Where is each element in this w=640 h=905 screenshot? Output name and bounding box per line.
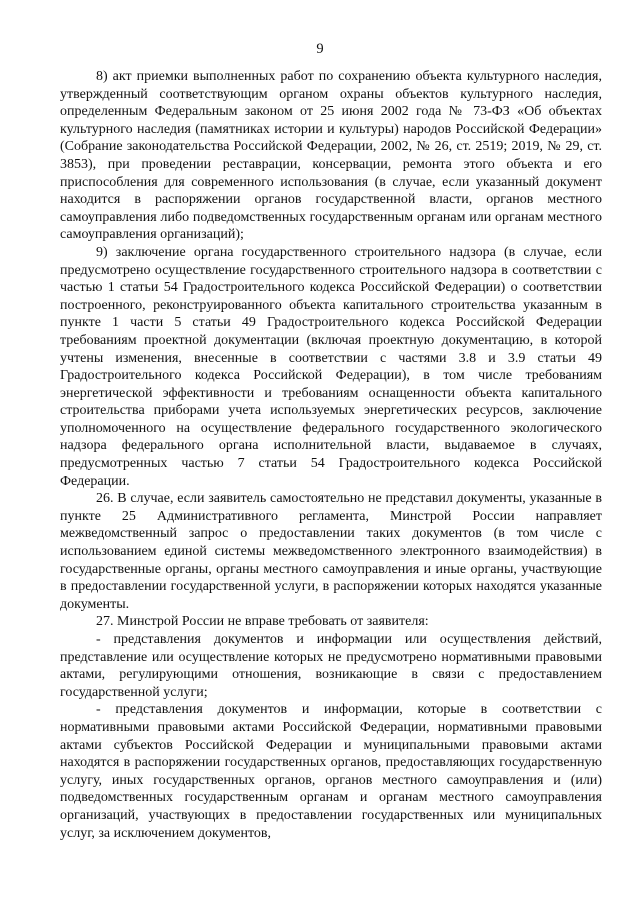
- paragraph-27-bullet-2: - представления документов и информации, которые в соответствии с нормативными правовыми актами Российской Федерации, нормативными правовыми актами субъектов Российской Федерации и муниципальными правовыми актами находятся в распоряжении государственных органов, предоставляющих государственную услугу, иных государственных органов, органов местного самоуправления и (или) подведомственных государственным органам и органам местного самоуправления организаций, участвующих в предоставлении государственных или муниципальных услуг, за исключением документов,: [60, 702, 602, 841]
- paragraph-27-bullet-1: - представления документов и информации или осуществления действий, представление или осуществление которых не предусмотрено нормативными правовыми актами, регулирующими отношения, возникающие в связи с предоставлением государственной услуги;: [60, 632, 602, 700]
- paragraph-item-9: 9) заключение органа государственного строительного надзора (в случае, если предусмотрено осуществление государственного строительного надзора в соответствии с частью 1 статьи 54 Градостроительного кодекса Российской Федерации) о соответствии построенного, реконструированного объекта капитального строительства указанным в пункте 1 части 5 статьи 49 Градостроительного кодекса Российской Федерации требованиям проектной документации (включая проектную документацию, в которой учтены изменения, внесенные в соответствии с частями 3.8 и 3.9 статьи 49 Градостроительного кодекса Российской Федерации), в том числе требованиям энергетической эффективности и требованиям оснащенности объекта капитального строительства приборами учета используемых энергетических ресурсов, заключение уполномоченного на осуществление федерального государственного экологического надзора федерального органа исполнительной власти, выдаваемое в случаях, предусмотренных частью 7 статьи 54 Градостроительного кодекса Российской Федерации.: [60, 244, 602, 489]
- page-number: 9: [316, 41, 324, 57]
- document-body: [60, 68, 602, 842]
- paragraph-27: 27. Минстрой России не вправе требовать от заявителя:: [96, 614, 429, 630]
- paragraph-26: 26. В случае, если заявитель самостоятельно не представил документы, указанные в пункте 25 Административного регламента, Минстрой России направляет межведомственный запрос о предоставлении таких документов (в том числе с использованием единой системы межведомственного электронного взаимодействия) в государственные органы, органы местного самоуправления и иные органы, участвующие в предоставлении государственной услуги, в распоряжении которых находятся указанные документы.: [60, 491, 602, 612]
- paragraph-item-8: 8) акт приемки выполненных работ по сохранению объекта культурного наследия, утвержденный соответствующим органом охраны объектов культурного наследия, определенным Федеральным законом от 25 июня 2002 года № 73-ФЗ «Об объектах культурного наследия (памятниках истории и культуры) народов Российской Федерации» (Собрание законодательства Российской Федерации, 2002, № 26, ст. 2519; 2019, № 29, ст. 3853), при проведении реставрации, консервации, ремонта этого объекта и его приспособления для современного использования (в случае, если указанный документ находится в распоряжении органов государственной власти, органов местного самоуправления либо подведомственных государственным органам или органам местного самоуправления организаций);: [60, 69, 602, 243]
